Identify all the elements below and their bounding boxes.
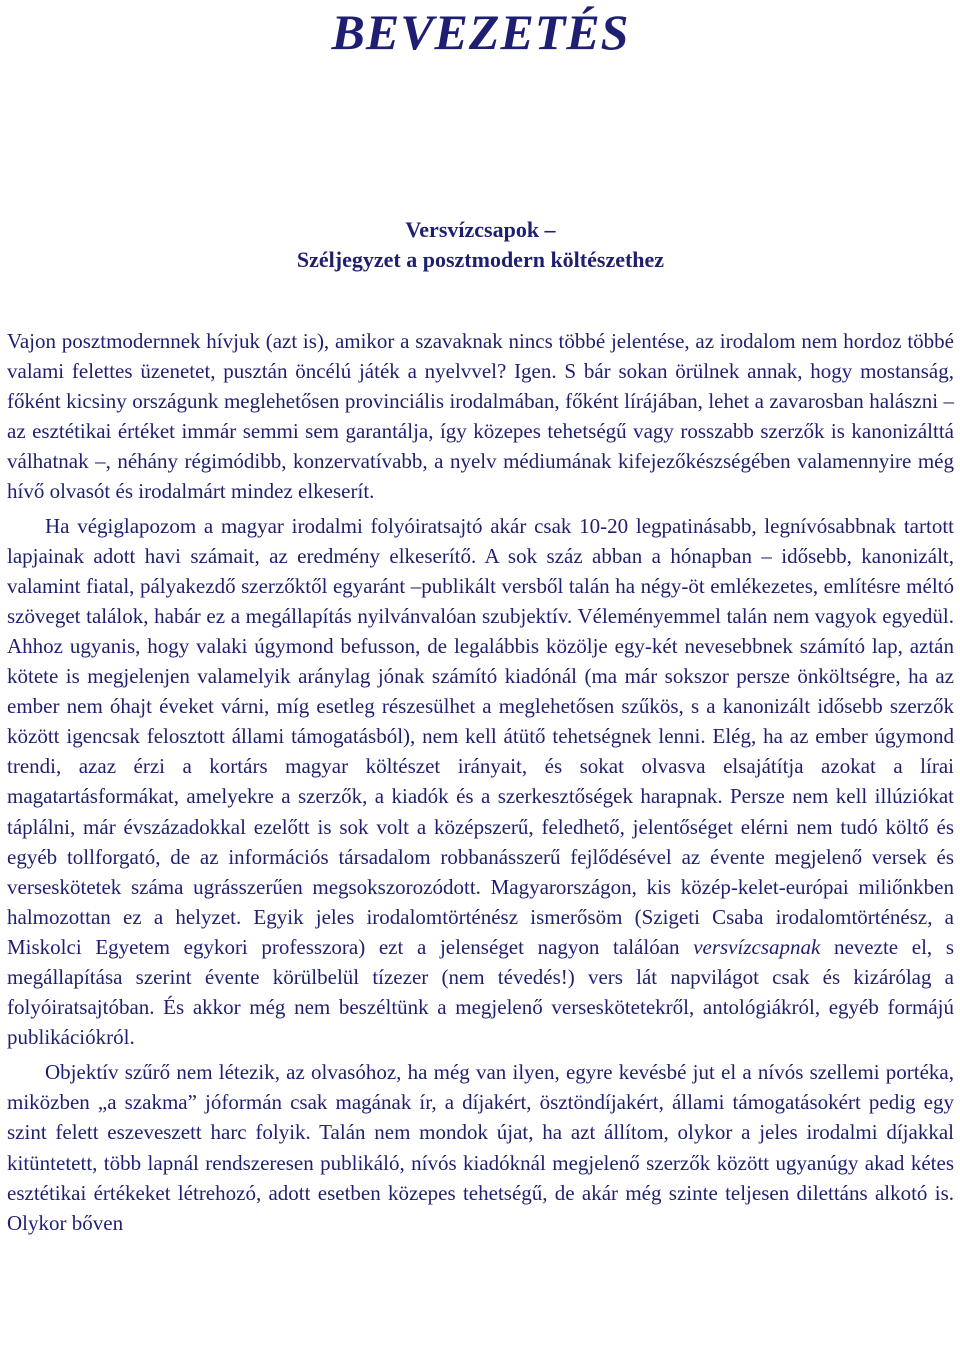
paragraph-2-start: Ha végiglapozom a magyar irodalmi folyóiratsajtó akár csak 10-20 legpatinásabb, legnívósabbnak tartott lapjainak adott havi számait, az eredmény elkeserítő. A sok száz abban a hónapban – idősebb, kanonizált, valamint fiatal, pályakezdő szerzőktől egyaránt –publikált versből talán ha négy-öt emlékezetes, említésre méltó szöveget találok, habár ez a megállapítás nyilvánvalóan szubjektív. Véleményemmel talán nem vagyok egyedül. Ahhoz ugyanis, hogy valaki úgymond befusson, de legalábbis közölje egy-két nevesebbnek számító lap, aztán kötete is megjelenjen valamelyik aránylag jónak számító kiadónál (ma már sokszor persze önköltségre, ha az ember nem óhajt éveket várni, míg esetleg részesülhet a meglehetősen szűkös, s a kanonizált idősebb szerzők között igencsak felosztott állami támogatásból), nem kell átütő tehetségnek lenni. Elég, ha az ember úgymond trendi, azaz érzi a kortárs magyar költészet irányait, és sokat olvasva elsajátítja azokat a lírai magatartásformákat, amelyekre a szerzők, a kiadók és a szerkesztőségek harapnak. Persze nem kell illúziókat táplálni, már évszázadokkal ezelőtt is sok volt a középszerű, feledhető, jelentőséget elérni nem tudó költő és egyéb tollforgató, de az információs társadalom robbanásszerű fejlődésével az évente megjelenő versek és verseskötetek száma ugrásszerűen megsokszorozódott. Magyarországon, kis közép-kelet-európai miliőnkben halmozottan ez a helyzet. Egyik jeles irodalomtörténész ismerősöm (Szigeti Csaba irodalomtörténész, a Miskolci Egyetem egykori professzora) ezt a jelenséget nagyon találóan (7, 513, 954, 959)
paragraph-1: Vajon posztmodernnek hívjuk (azt is), amikor a szavaknak nincs többé jelentése, az irodalom nem hordoz többé valami felettes üzenetet, pusztán öncélú játék a nyelvvel? Igen. S bár sokan örülnek annak, hogy mostanság, főként kicsiny országunk meglehetősen provinciális irodalmában, főként lírájában, lehet a zavarosban halászni – az esztétikai értéket immár semmi sem garantálja, így közepes tehetségű vagy rosszabb szerzők is kanonizálttá válhatnak –, néhány régimódibb, konzervatívabb, a nyelv médiumának kifejezőkészségében valamennyire még hívő olvasót és irodalmárt mindez elkeserít. (7, 329, 954, 504)
subtitle-line-1: Versvízcsapok – (405, 217, 556, 242)
paragraph-3: Objektív szűrő nem létezik, az olvasóhoz, ha még van ilyen, egyre kevésbé jut el a nívós szellemi portéka, miközben „a szakma” jóformán csak magának ír, a díjakért, ösztöndíjakért, állami támogatásokért pedig egy szint felett eszeveszett harc folyik. Talán nem mondok újat, ha azt állítom, olykor a jeles irodalmi díjakkal kitüntetett, több lapnál rendszeresen publikáló, nívós kiadóknál megjelenő szerzők között ugyanúgy akad kétes esztétikai értékeket létrehozó, adott esetben közepes tehetségű, de akár még szinte teljesen dilettáns alkotó is. Olykor bőven (7, 1060, 954, 1235)
paragraph-2 (7, 511, 954, 1053)
subtitle-line-2: Széljegyzet a posztmodern költészethez (296, 247, 665, 272)
page-title: BEVEZETÉS (331, 4, 630, 60)
paragraph-2-emphasis: versvízcsapnak (693, 934, 821, 959)
body-text (7, 326, 954, 1238)
paragraph-2-end: nevezte el, s megállapítása szerint évente körülbelül tízezer (nem tévedés!) vers lát napvilágot csak és kizárólag a folyóiratsajtóban. És akkor még nem beszéltünk a megjelenő verseskötetekről, antológiákról, egyéb formájú publikációkról. (7, 934, 954, 1050)
